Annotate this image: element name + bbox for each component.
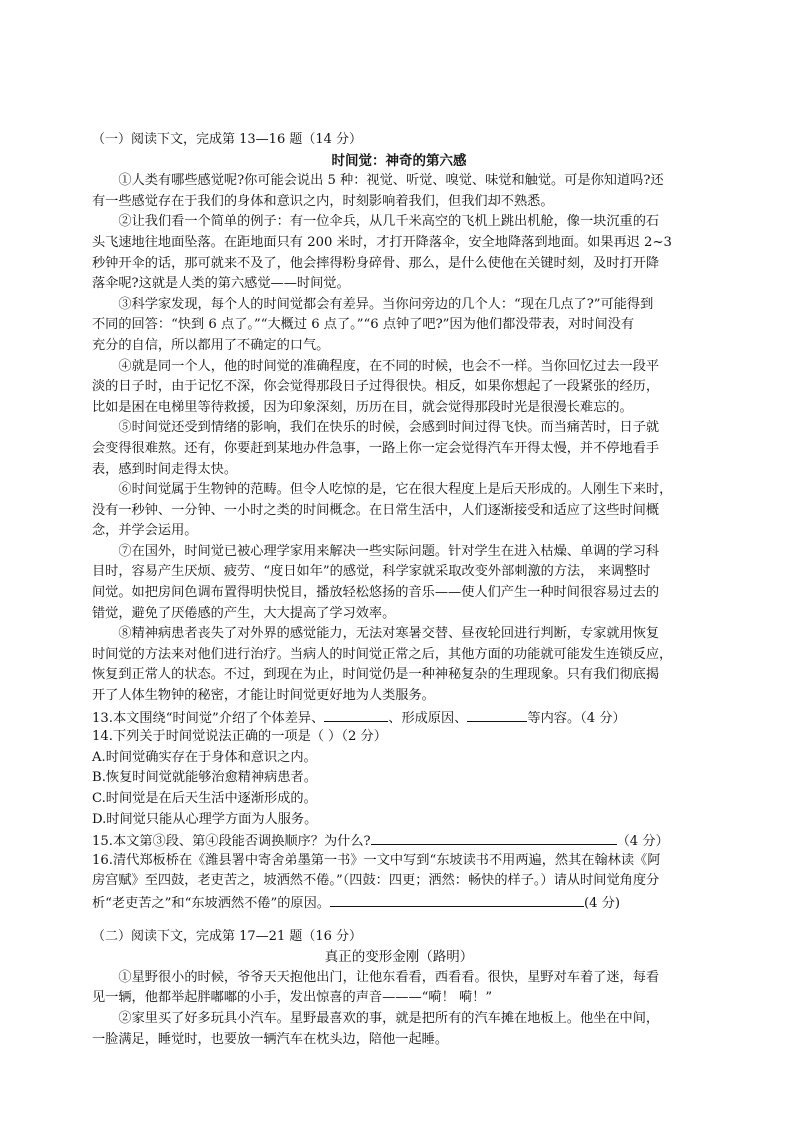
question-16: 16.清代郑板桥在《潍县署中寄舍弟墨第一书》一文中写到“东坡读书不用两遍，然其在翰林读《阿 (92, 852, 661, 868)
passage-line: 落伞呢?这就是人类的第六感觉——时间觉。 (92, 276, 350, 292)
section1-passage (92, 171, 706, 706)
passage-line: 一脸满足，睡觉时，也要放一辆汽车在枕头边，陪他一起睡。 (92, 1031, 449, 1047)
passage-line: 恢复到正常人的状态。不过，到现在为止，时间觉仍是一种神秘复杂的生理现象。只有我们彻底揭 (92, 667, 660, 683)
option-a: A.时间觉确实存在于身体和意识之内。 (92, 749, 317, 765)
question-15-text: 15.本文第③段、第④段能否调换顺序？为什么? (92, 834, 371, 850)
passage-line: 秒钟开伞的话，那可就来不及了，他会摔得粉身碎骨、那么，是什么使他在关键时刻，及时打开降 (92, 255, 660, 271)
answer-blank[interactable] (371, 830, 617, 845)
passage-line: 不同的回答：“快到 6 点了。”“大概过 6 点了。”“6 点钟了吧?”因为他们都没带表，对时间没有 (92, 317, 635, 333)
answer-blank[interactable] (330, 892, 584, 907)
passage-line: 有一些感觉存在于我们的身体和意识之内，时刻影响着我们，但我们却不熟悉。 (92, 193, 554, 209)
passage-line: ②家里买了好多玩具小汽车。星野最喜欢的事，就是把所有的汽车摊在地板上。他坐在中间， (118, 1010, 660, 1026)
passage-line: 开了人体生物钟的秘密，才能让时间觉更好地为人类服务。 (92, 688, 435, 704)
passage-line: ②让我们看一个简单的例子：有一位伞兵，从几千米高空的飞机上跳出机舱，像一块沉重的石 (118, 214, 660, 230)
passage-line: ⑥时间觉属于生物钟的范畴。但令人吃惊的是，它在很大程度上是后天形成的。人刚生下来时， (118, 482, 673, 498)
section2-title: 真正的变形金刚（路明） (324, 949, 474, 966)
passage-line: 目时，容易产生厌烦、疲劳、“度日如年”的感觉，科学家就采取改变外部刺激的方法， 来调整时 (92, 564, 651, 580)
passage-line: ⑦在国外，时间觉已被心理学家用来解决一些实际问题。针对学生在进入枯燥、单调的学习科 (118, 543, 660, 559)
option-d: D.时间觉只能从心理学方面为人服务。 (92, 811, 318, 827)
passage-line: 错觉，避免了厌倦感的产生，大大提高了学习效率。 (92, 605, 396, 621)
passage-line: 间觉。如把房间色调布置得明快悦目，播放轻松悠扬的音乐——使人们产生一种时间很容易过去的 (92, 585, 660, 601)
question-13-text: 13.本文围绕“时间觉”介绍了个体差异、 (92, 710, 325, 726)
passage-line: 会变得很难熬。还有，你要赶到某地办件急事，一路上你一定会觉得汽车开得太慢，并不停地看手 (92, 440, 660, 456)
passage-line: ③科学家发现，每个人的时间觉都会有差异。当你问旁边的几个人：“现在几点了?”可能得到 (118, 296, 654, 312)
question-16: 房宫赋》至四鼓，老吏苦之，坡洒然不倦。”（四鼓：四更；洒然：畅快的样子。）请从时间觉角度分 (92, 873, 660, 889)
passage-line: 充分的自信，所以都用了不确定的口气。 (92, 337, 330, 353)
passage-line: 见一辆，他都举起胖嘟嘟的小手，发出惊喜的声音———“嗬！ 嗬！” (92, 990, 493, 1006)
passage-line: ⑤时间觉还受到情绪的影响，我们在快乐的时候，会感到时间过得飞快。而当痛苦时，日子就 (118, 420, 660, 436)
exam-page (92, 130, 706, 1050)
question-16-text: 析“老吏苦之”和“东坡洒然不倦”的原因。 (92, 895, 330, 911)
answer-blank[interactable] (324, 707, 388, 722)
passage-line: 时间觉的方法来对他们进行治疗。当病人的时间觉正常之后，其他方面的功能就可能发生连锁反应， (92, 646, 673, 662)
question-16-score: (4 分) (583, 895, 621, 911)
question-15-score: （4 分） (616, 834, 669, 850)
passage-line: 比如是困在电梯里等待救援，因为印象深刻，历历在目，就会觉得那段时光是很漫长难忘的。 (92, 399, 633, 415)
question-13-text: 等内容。（4 分） (527, 710, 626, 726)
question-13-text: 、形成原因、 (388, 710, 468, 726)
section1-title: 时间觉：神奇的第六感 (331, 152, 467, 169)
passage-line: 淡的日子时，由于记忆不深，你会觉得那段日子过得很快。相反，如果你想起了一段紧张的经历， (92, 379, 660, 395)
question-15 (92, 830, 706, 851)
option-b: B.恢复时间觉就能够治愈精神病患者。 (92, 770, 317, 786)
section2-passage (92, 968, 706, 1050)
section1-heading: （一）阅读下文，完成第 13—16 题（14 分） (92, 132, 363, 147)
questions (92, 707, 706, 913)
option-c: C.时间觉是在后天生活中逐渐形成的。 (92, 791, 317, 806)
passage-line: ①星野很小的时候，爷爷天天抱他出门，让他东看看，西看看。很快，星野对车着了迷，每看 (118, 969, 660, 985)
passage-line: 表，感到时间走得太快。 (92, 461, 238, 477)
question-13 (92, 707, 706, 728)
question-14: 14.下列关于时间觉说法正确的一项是（ ）（2 分） (92, 729, 387, 745)
question-16 (92, 892, 706, 913)
passage-line: 没有一秒钟、一分钟、一小时之类的时间概念。在日常生活中，人们逐渐接受和适应了这些时间概 (92, 502, 660, 518)
passage-line: ①人类有哪些感觉呢?你可能会说出 5 种：视觉、听觉、嗅觉、味觉和触觉。可是你知道吗?还 (118, 173, 664, 189)
passage-line: ⑧精神病患者丧失了对外界的感觉能力，无法对寒暑交替、昼夜轮回进行判断，专家就用恢复 (118, 626, 660, 642)
section2-heading: （二）阅读下文，完成第 17—21 题（16 分） (92, 928, 363, 944)
answer-blank[interactable] (467, 707, 527, 722)
passage-line: 念，并学会运用。 (92, 523, 198, 539)
passage-line: ④就是同一个人，他的时间觉的准确程度，在不同的时候，也会不一样。当你回忆过去一段平 (118, 358, 660, 374)
passage-line: 头飞速地往地面坠落。在距地面只有 200 米时，才打开降落伞，安全地降落到地面。如果再迟 2~3 (92, 234, 672, 250)
